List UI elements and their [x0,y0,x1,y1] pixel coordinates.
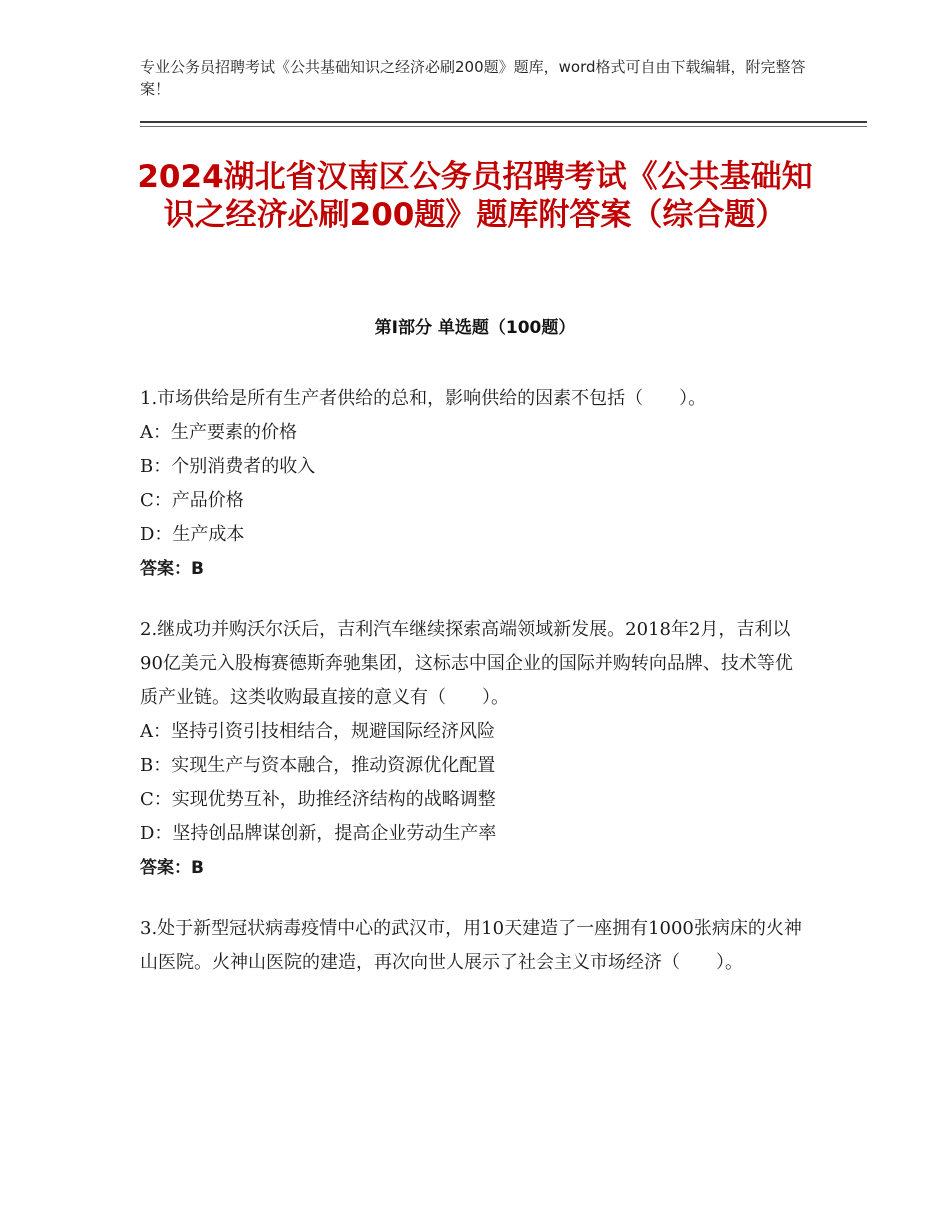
option-b: B：实现生产与资本融合，推动资源优化配置 [140,755,496,776]
option-c: C：产品价格 [140,490,244,511]
question-stem: 3.处于新型冠状病毒疫情中心的武汉市，用10天建造了一座拥有1000张病床的火神山医院。火神山医院的建造，再次向世人展示了社会主义市场经济（ ）。 [140,918,802,973]
answer: 答案：B [140,559,204,579]
option-a: A：坚持引资引技相结合，规避国际经济风险 [140,721,495,742]
option-d: D：生产成本 [140,524,245,545]
section-heading: 第Ⅰ部分 单选题（100题） [374,318,576,338]
question-stem: 2.继成功并购沃尔沃后，吉利汽车继续探索高端领域新发展。2018年2月，吉利以90亿美元入股梅赛德斯奔驰集团，这标志中国企业的国际并购转向品牌、技术等优质产业链。这类收购最直接的意义有（ ）。 [140,619,793,708]
question-1 [140,382,810,586]
header-rule-thin [140,126,867,127]
option-a: A：生产要素的价格 [140,422,297,443]
option-b: B：个别消费者的收入 [140,456,316,477]
header-note: 专业公务员招聘考试《公共基础知识之经济必刷200题》题库，word格式可自由下载编辑，附完整答案！ [140,58,806,98]
question-2 [140,613,810,885]
document-title: 2024湖北省汉南区公务员招聘考试《公共基础知识之经济必刷200题》题库附答案（综合题） [137,159,813,233]
question-list [140,382,810,1007]
answer: 答案：B [140,858,204,878]
option-d: D：坚持创品牌谋创新，提高企业劳动生产率 [140,823,497,844]
header-rule-thick [140,121,867,123]
option-c: C：实现优势互补，助推经济结构的战略调整 [140,789,496,810]
question-3 [140,912,810,980]
question-stem: 1.市场供给是所有生产者供给的总和，影响供给的因素不包括（ ）。 [140,388,707,409]
